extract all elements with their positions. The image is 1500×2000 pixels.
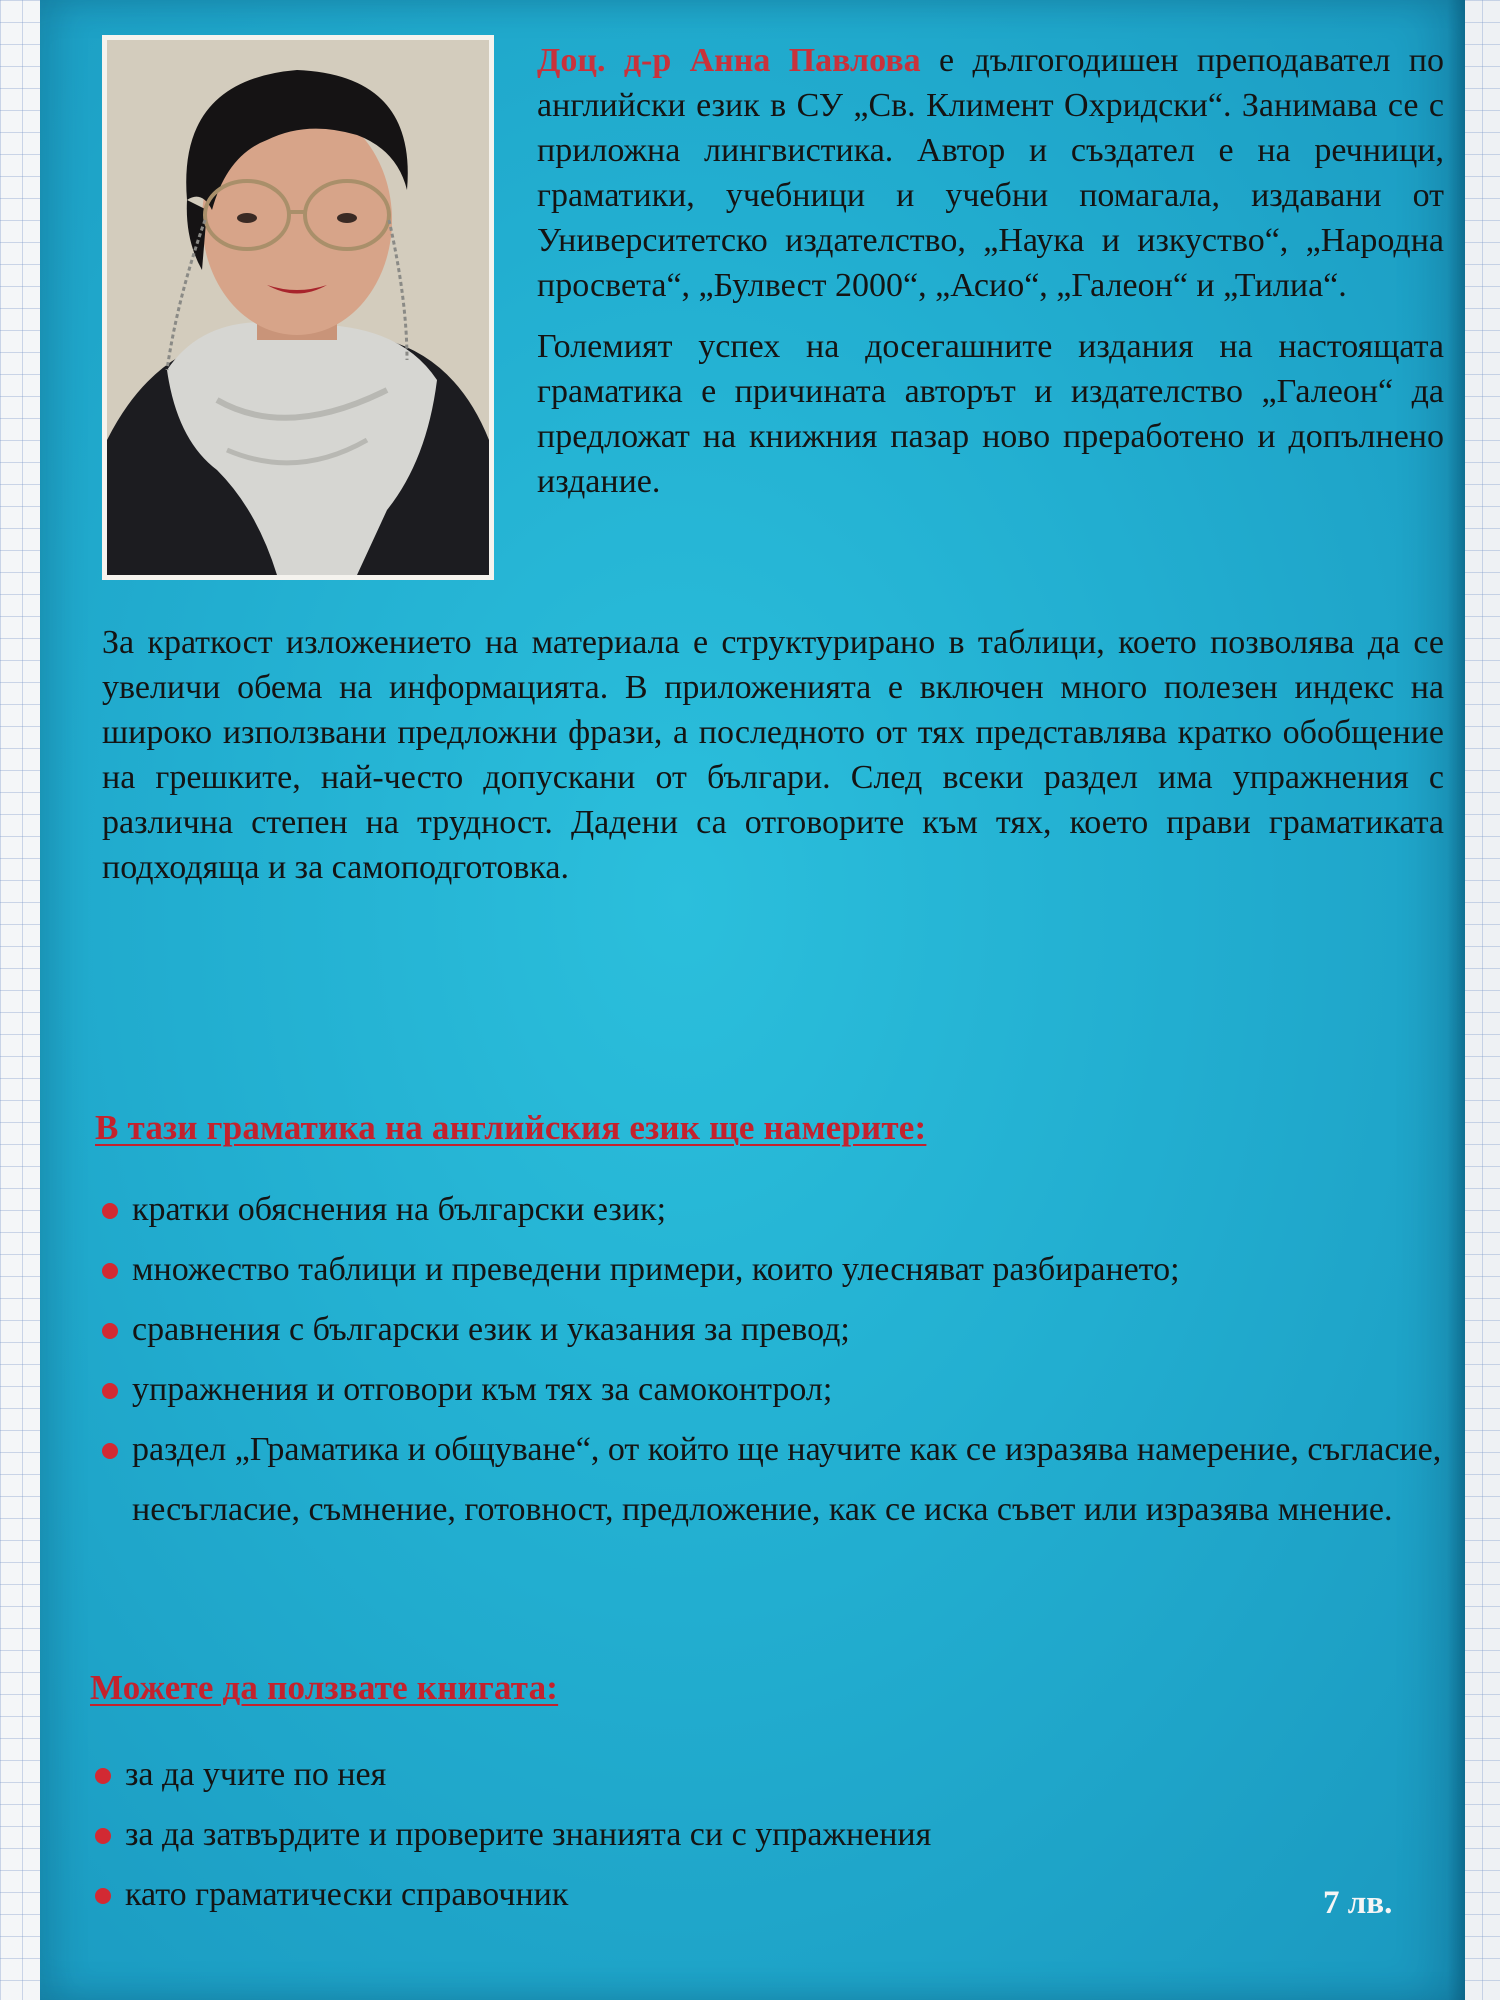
author-name: Доц. д-р Анна Павлова xyxy=(537,42,921,79)
feature-text: раздел „Граматика и общуване“, от който ще научите как се изразява намерение, съгласие, несъгласие, съмнение, готовност, предложение, как се иска съвет или изразява мнение. xyxy=(132,1431,1442,1528)
bullet-icon xyxy=(102,1263,118,1279)
author-portrait-image xyxy=(107,40,489,575)
list-item xyxy=(95,1805,1195,1865)
book-back-cover xyxy=(40,0,1465,2000)
price-label: 7 лв. xyxy=(1323,1885,1393,1921)
list-item xyxy=(102,1240,1462,1300)
list-item xyxy=(102,1420,1462,1540)
features-heading: В тази граматика на английския език ще намерите: xyxy=(95,1108,927,1147)
list-item xyxy=(95,1745,1195,1805)
list-item xyxy=(102,1360,1462,1420)
usage-text: за да учите по нея xyxy=(125,1756,387,1793)
graph-paper-background-right xyxy=(1460,0,1500,2000)
list-item xyxy=(102,1300,1462,1360)
bullet-icon xyxy=(102,1383,118,1399)
cover-edge-shadow xyxy=(1447,0,1465,2000)
usage-text: за да затвърдите и проверите знанията си с упражнения xyxy=(125,1816,932,1853)
usage-text: като граматически справочник xyxy=(125,1876,569,1913)
usage-list xyxy=(95,1745,1195,1925)
description-paragraph: За краткост изложението на материала е структурирано в таблици, което позволява да се увеличи обема на информацията. В приложенията е включен много полезен индекс на широко използвани предложни фрази, а последното от тях представлява кратко обобщение на грешките, най-често допускани от българи. След всеки раздел има упражнения с различна степен на трудност. Дадени са отговорите към тях, което прави граматиката подходяща и за самоподготовка. xyxy=(102,624,1444,886)
feature-text: кратки обяснения на български език; xyxy=(132,1191,667,1228)
bullet-icon xyxy=(95,1768,111,1784)
author-photo xyxy=(102,35,494,580)
bio-paragraph-1-text: е дългогодишен преподавател по английски език в СУ „Св. Климент Охридски“. Занимава се с приложна лингвистика. Автор и създател е на речници, граматики, учебници и учебни помагала, издавани от Университетско издателство, „Наука и изкуство“, „Народна просвета“, „Булвест 2000“, „Асио“, „Галеон“ и „Тилиа“. xyxy=(537,42,1444,304)
list-item xyxy=(102,1180,1462,1240)
author-bio xyxy=(537,38,1444,520)
book-description xyxy=(102,620,1444,906)
list-item xyxy=(95,1865,1195,1925)
usage-heading: Можете да ползвате книгата: xyxy=(90,1668,559,1707)
feature-text: сравнения с български език и указания за превод; xyxy=(132,1311,850,1348)
bio-paragraph-1 xyxy=(537,38,1444,308)
bullet-icon xyxy=(102,1203,118,1219)
bullet-icon xyxy=(102,1443,118,1459)
feature-text: упражнения и отговори към тях за самоконтрол; xyxy=(132,1371,833,1408)
bullet-icon xyxy=(102,1323,118,1339)
portrait-illustration xyxy=(107,40,489,575)
bio-paragraph-2: Големият успех на досегашните издания на настоящата граматика е причината авторът и издателство „Галеон“ да предложат на книжния пазар ново преработено и допълнено издание. xyxy=(537,328,1444,500)
bullet-icon xyxy=(95,1828,111,1844)
bullet-icon xyxy=(95,1888,111,1904)
feature-text: множество таблици и преведени примери, които улесняват разбирането; xyxy=(132,1251,1180,1288)
features-list xyxy=(102,1180,1462,1540)
